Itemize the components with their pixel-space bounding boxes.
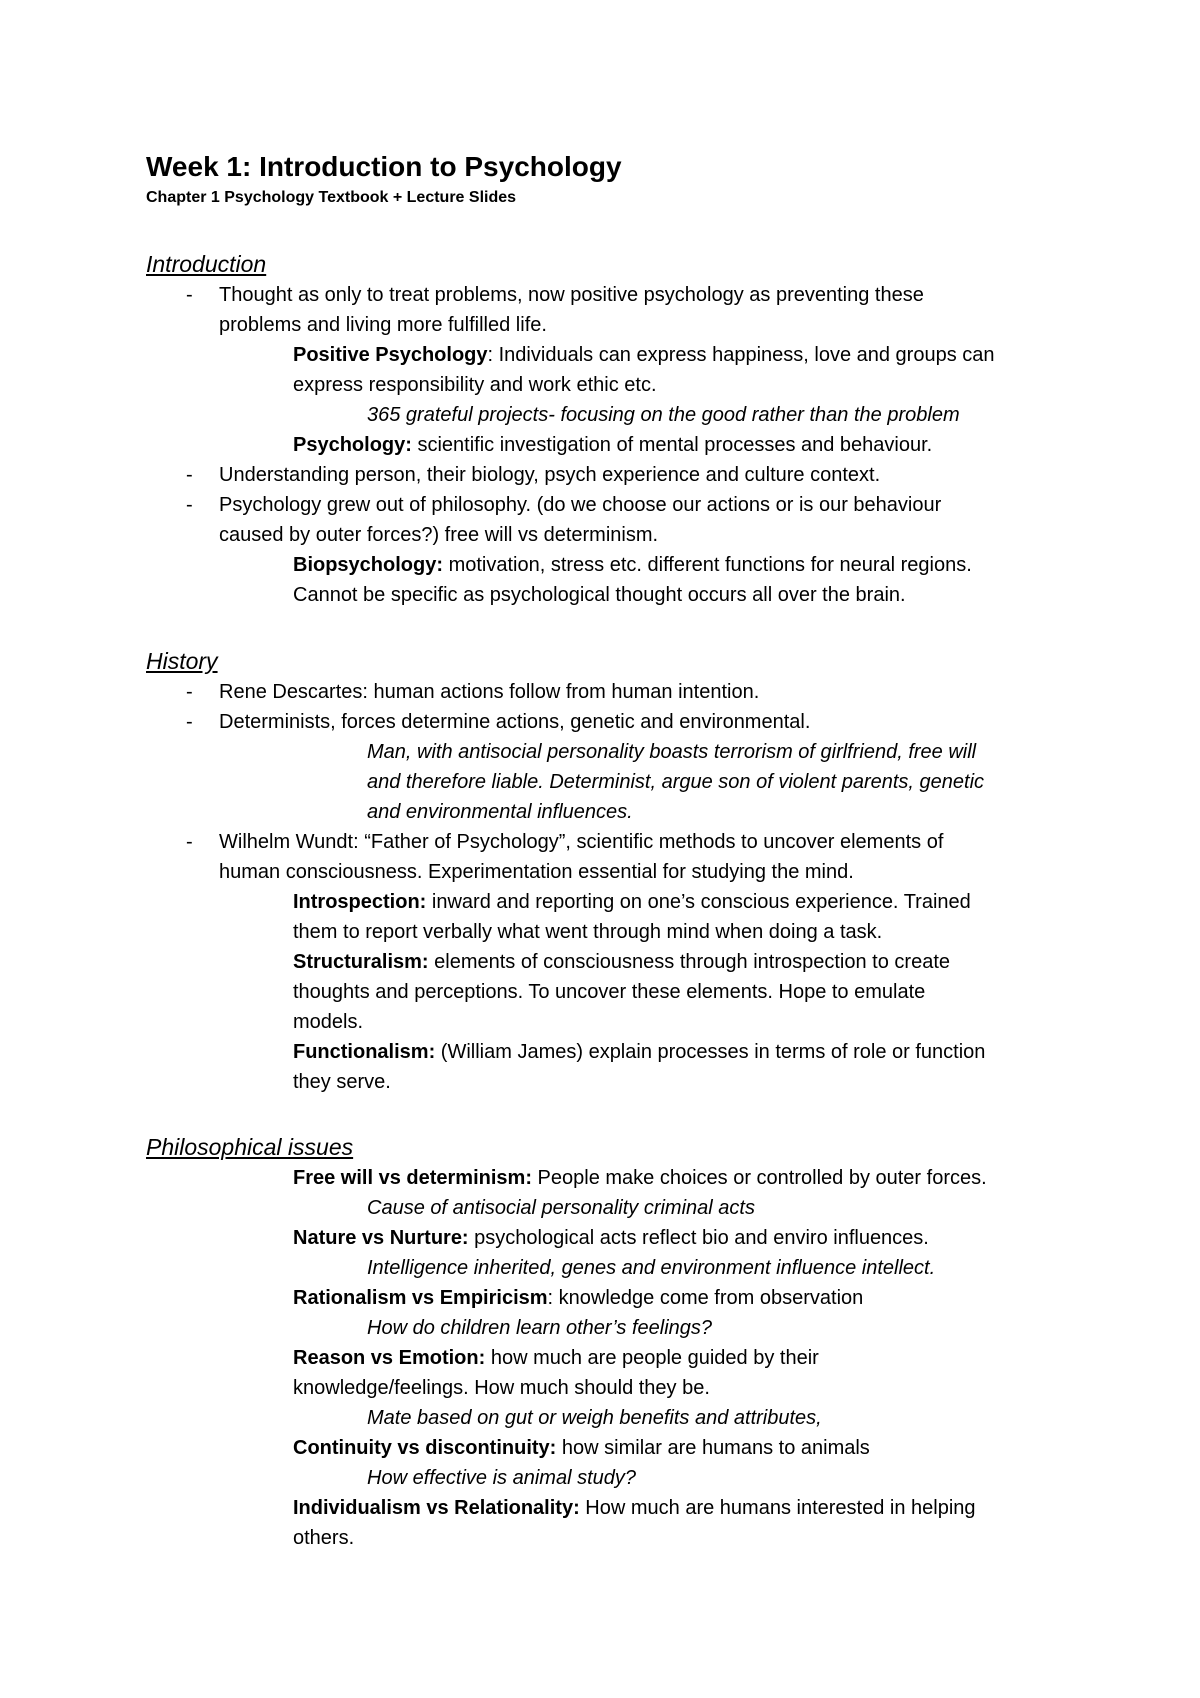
history-line: Determinists, forces determine actions, genetic and environmental. [219,711,811,733]
philosophical-example: Cause of antisocial personality criminal acts [367,1197,755,1219]
definition-text: motivation, stress etc. different functions for neural regions. [443,554,972,576]
term: Nature vs Nurture: [293,1227,469,1249]
history-line: they serve. [293,1071,391,1093]
section-heading-philosophical-issues: Philosophical issues [146,1134,354,1160]
bullet-dash: - [186,494,193,516]
history-line: thoughts and perceptions. To uncover these elements. Hope to emulate [293,981,926,1003]
intro-line: Psychology grew out of philosophy. (do we choose our actions or is our behaviour [219,494,942,516]
bullet-dash: - [186,681,193,703]
term: Reason vs Emotion: [293,1347,486,1369]
section-heading-introduction: Introduction [146,251,267,277]
definition-text: : knowledge come from observation [547,1287,864,1309]
bullet-dash: - [186,464,193,486]
intro-line: problems and living more fulfilled life. [219,314,547,336]
definition-text: how much are people guided by their [485,1347,819,1369]
section-heading-history: History [146,648,218,674]
definition-text: elements of consciousness through introspection to create [428,951,950,973]
bullet-dash: - [186,711,193,733]
philosophical-definition [293,1433,870,1463]
history-definition [293,947,950,977]
history-example: and therefore liable. Determinist, argue son of violent parents, genetic [367,771,985,793]
philosophical-line: others. [293,1527,355,1549]
intro-line: Cannot be specific as psychological thought occurs all over the brain. [293,584,906,606]
term: Structuralism: [293,951,429,973]
term: Continuity vs discontinuity: [293,1437,557,1459]
intro-example: 365 grateful projects- focusing on the good rather than the problem [367,404,960,426]
philosophical-definition [293,1223,929,1253]
definition-text: how similar are humans to animals [556,1437,870,1459]
philosophical-definition [293,1163,987,1193]
intro-definition [293,430,932,460]
term: Individualism vs Relationality: [293,1497,580,1519]
term: Biopsychology: [293,554,444,576]
intro-line: Thought as only to treat problems, now positive psychology as preventing these [219,284,924,306]
definition-text: People make choices or controlled by outer forces. [531,1167,987,1189]
term: Rationalism vs Empiricism [293,1287,548,1309]
intro-line: express responsibility and work ethic etc. [293,374,657,396]
definition-text: inward and reporting on one’s conscious experience. Trained [426,891,971,913]
philosophical-example: Intelligence inherited, genes and environment influence intellect. [367,1257,936,1279]
definition-text: : Individuals can express happiness, love and groups can [487,344,995,366]
intro-definition [293,550,972,580]
term: Introspection: [293,891,427,913]
history-line: models. [293,1011,364,1033]
intro-line: caused by outer forces?) free will vs determinism. [219,524,659,546]
history-line: human consciousness. Experimentation essential for studying the mind. [219,861,854,883]
philosophical-example: How do children learn other’s feelings? [367,1317,713,1339]
term: Psychology: [293,434,412,456]
philosophical-definition [293,1493,976,1523]
philosophical-example: How effective is animal study? [367,1467,637,1489]
history-definition [293,887,971,917]
page-title: Week 1: Introduction to Psychology [146,151,622,182]
philosophical-line: knowledge/feelings. How much should they be. [293,1377,710,1399]
definition-text: How much are humans interested in helping [579,1497,976,1519]
intro-definition [293,340,995,370]
history-line: Rene Descartes: human actions follow from human intention. [219,681,760,703]
term: Free will vs determinism: [293,1167,532,1189]
bullet-dash: - [186,831,193,853]
term: Functionalism: [293,1041,436,1063]
history-example: and environmental influences. [367,801,633,823]
page-subtitle: Chapter 1 Psychology Textbook + Lecture Slides [146,189,517,206]
philosophical-definition [293,1283,863,1313]
definition-text: scientific investigation of mental processes and behaviour. [411,434,933,456]
definition-text: (William James) explain processes in terms of role or function [435,1041,986,1063]
term: Positive Psychology [293,344,488,366]
philosophical-example: Mate based on gut or weigh benefits and attributes, [367,1407,822,1429]
history-line: Wilhelm Wundt: “Father of Psychology”, scientific methods to uncover elements of [219,831,944,853]
history-line: them to report verbally what went through mind when doing a task. [293,921,883,943]
philosophical-definition [293,1343,819,1373]
bullet-dash: - [186,284,193,306]
history-example: Man, with antisocial personality boasts terrorism of girlfriend, free will [367,741,977,763]
definition-text: psychological acts reflect bio and enviro influences. [468,1227,929,1249]
intro-line: Understanding person, their biology, psych experience and culture context. [219,464,881,486]
history-definition [293,1037,985,1067]
